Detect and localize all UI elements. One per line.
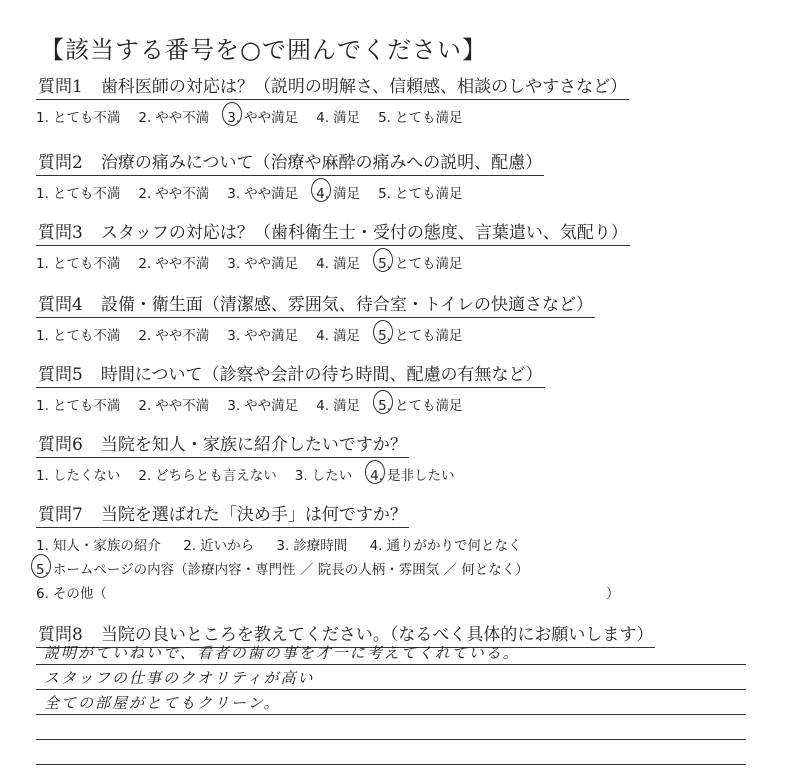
question-heading — [36, 148, 544, 176]
option-4[interactable]: 4. 満足 — [316, 398, 361, 414]
option-2[interactable]: 2. どちらとも言えない — [138, 468, 277, 484]
question-number: 質問7 — [38, 505, 83, 525]
option-1[interactable]: 1. とても不満 — [36, 328, 121, 344]
question-text: 時間について（診察や会計の待ち時間、配慮の有無など） — [100, 365, 543, 385]
question-text: 歯科医師の対応は？（説明の明解さ、信頼感、相談のしやすさなど） — [100, 77, 628, 97]
option-4[interactable]: 4. 通りがかりで何となく — [369, 538, 522, 554]
question-text: 当院の良いところを教えてください。（なるべく具体的にお願いします） — [100, 625, 654, 645]
option-5[interactable]: 5. とても満足 — [378, 186, 463, 202]
option-5[interactable]: 5. とても満足 — [378, 256, 463, 272]
option-3[interactable]: 3. やや満足 — [227, 398, 299, 414]
option-2[interactable]: 2. やや不満 — [138, 256, 210, 272]
question-number: 質問5 — [38, 365, 83, 385]
option-4[interactable]: 4. 満足 — [316, 110, 361, 126]
question-text: 当院を知人・家族に紹介したいですか？ — [100, 435, 407, 455]
option-row — [36, 106, 776, 126]
option-3[interactable]: 3. やや満足 — [227, 186, 299, 202]
question-number: 質問8 — [38, 625, 83, 645]
question-6 — [36, 430, 776, 484]
option-row — [36, 394, 776, 414]
option-2[interactable]: 2. やや不満 — [138, 186, 210, 202]
option-row — [36, 252, 776, 272]
question-number: 質問3 — [38, 223, 83, 243]
option-row — [36, 534, 776, 554]
handwritten-answer: 説明がていねいで、看者の歯の事を才一に考えてくれている。 — [44, 644, 520, 662]
question-number: 質問2 — [38, 153, 83, 173]
option-5[interactable]: 5. ホームページの内容（診療内容・専門性 ／ 院長の人柄・雰囲気 ／ 何となく） — [36, 562, 529, 578]
question-text: 設備・衛生面（清潔感、雰囲気、待合室・トイレの快適さなど） — [100, 295, 593, 315]
option-2[interactable]: 2. 近いから — [183, 538, 255, 554]
option-1[interactable]: 1. とても不満 — [36, 398, 121, 414]
option-4[interactable]: 4. 満足 — [316, 328, 361, 344]
answer-line — [36, 640, 746, 665]
question-heading — [36, 218, 630, 246]
option-3[interactable]: 3. 診療時間 — [276, 538, 348, 554]
option-3[interactable]: 3. したい — [294, 468, 353, 484]
option-row — [36, 464, 776, 484]
option-2[interactable]: 2. やや不満 — [138, 110, 210, 126]
answer-line — [36, 740, 746, 765]
question-heading — [36, 500, 409, 528]
question-1 — [36, 72, 776, 126]
answer-line — [36, 715, 746, 740]
question-heading — [36, 72, 629, 100]
free-answer-area[interactable] — [36, 640, 746, 765]
option-3[interactable]: 3. やや満足 — [227, 328, 299, 344]
question-7 — [36, 500, 776, 602]
question-2 — [36, 148, 776, 202]
question-number: 質問4 — [38, 295, 83, 315]
handwritten-answer: 全ての部屋がとてもクリーン。 — [44, 694, 281, 712]
question-heading — [36, 430, 409, 458]
option-6-other[interactable]: 6. その他（ — [36, 586, 107, 602]
option-row — [36, 182, 776, 202]
option-3[interactable]: 3. やや満足 — [227, 110, 299, 126]
option-2[interactable]: 2. やや不満 — [138, 398, 210, 414]
option-row — [36, 324, 776, 344]
option-4[interactable]: 4. 是非したい — [370, 468, 455, 484]
option-1[interactable]: 1. とても不満 — [36, 110, 121, 126]
option-4[interactable]: 4. 満足 — [316, 256, 361, 272]
option-row — [36, 558, 776, 578]
handwritten-answer: スタッフの仕事のクオリティが高い — [44, 669, 315, 687]
question-text: スタッフの対応は？（歯科衛生士・受付の態度、言葉遣い、気配り） — [100, 223, 628, 243]
option-3[interactable]: 3. やや満足 — [227, 256, 299, 272]
question-5 — [36, 360, 776, 414]
question-number: 質問6 — [38, 435, 83, 455]
question-3 — [36, 218, 776, 272]
question-text: 治療の痛みについて（治療や麻酔の痛みへの説明、配慮） — [100, 153, 543, 173]
page-title: 【該当する番号を○で囲んでください】 — [40, 36, 487, 64]
option-1[interactable]: 1. 知人・家族の紹介 — [36, 538, 161, 554]
option-5[interactable]: 5. とても満足 — [378, 328, 463, 344]
answer-line — [36, 690, 746, 715]
question-number: 質問1 — [38, 77, 83, 97]
option-1[interactable]: 1. とても不満 — [36, 186, 121, 202]
option-1[interactable]: 1. したくない — [36, 468, 121, 484]
question-heading — [36, 360, 545, 388]
option-row — [36, 582, 776, 602]
option-4[interactable]: 4. 満足 — [316, 186, 361, 202]
other-close-paren: ） — [606, 586, 620, 602]
option-2[interactable]: 2. やや不満 — [138, 328, 210, 344]
question-heading — [36, 290, 595, 318]
option-1[interactable]: 1. とても不満 — [36, 256, 121, 272]
option-5[interactable]: 5. とても満足 — [378, 398, 463, 414]
answer-line — [36, 665, 746, 690]
question-text: 当院を選ばれた「決め手」は何ですか？ — [100, 505, 407, 525]
option-5[interactable]: 5. とても満足 — [378, 110, 463, 126]
question-4 — [36, 290, 776, 344]
